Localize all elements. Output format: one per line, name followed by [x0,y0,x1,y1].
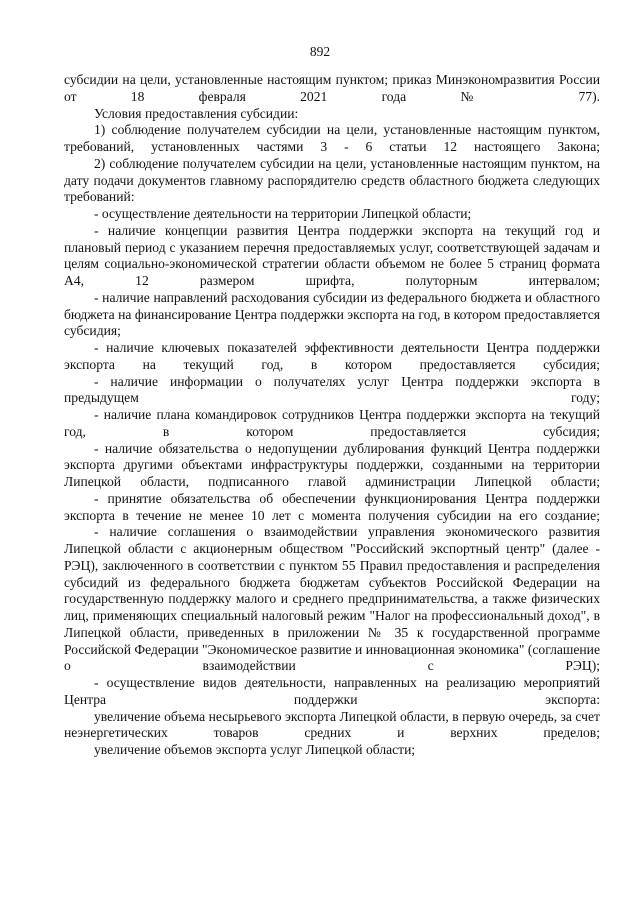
page-number: 892 [309,44,331,59]
paragraph-10: - наличие плана командировок сотрудников Центра поддержки экспорта на текущий год, в котором предоставляется субсидия; [64,407,600,439]
paragraph-8: - наличие ключевых показателей эффективности деятельности Центра поддержки экспорта на текущий год, в котором предоставляется субсидия; [64,340,600,372]
paragraph-6: - наличие концепции развития Центра поддержки экспорта на текущий год и плановый период с указанием перечня предоставляемых услуг, соответствующей задачам и целям социально-экономической стратегии области объемом не более 5 страниц формата А4, 12 размером шрифта, полуторным интервалом; [64,222,600,288]
paragraph-7: - наличие направлений расходования субсидии из федерального бюджета и областного бюджета на финансирование Центра поддержки экспорта на год, в котором предоставляется субсидия; [64,289,600,339]
paragraph-9: - наличие информации о получателях услуг Центра поддержки экспорта в предыдущем году; [64,373,600,406]
paragraph-13: - наличие соглашения о взаимодействии управления экономического развития Липецкой области с акционерным обществом "Российский экспортный центр" (далее - РЭЦ), заключенного в соответствии с пунктом 55 Правил предоставления и распределения субсидий из федерального бюджета бюджетам субъектов Российской Федерации на государственную поддержку малого и среднего предпринимательства, а также физических лиц, применяющих специальный налоговый режим "Налог на профессиональный доход", в Липецкой области, приведенных в приложении № 35 к государственной программе Российской Федерации "Экономическое развитие и инновационная экономика" (соглашение о взаимодействии с РЭЦ); [64,524,600,674]
paragraph-4: 2) соблюдение получателем субсидии на цели, установленные настоящим пунктом, на дату подачи документов главному распорядителю средств областного бюджета следующих требований: [64,155,600,205]
paragraph-15: увеличение объема несырьевого экспорта Липецкой области, в первую очередь, за счет неэнергетических товаров средних и верхних пределов; [64,708,600,741]
paragraph-16: увеличение объемов экспорта услуг Липецкой области; [94,742,416,757]
paragraph-1: субсидии на цели, установленные настоящим пунктом; приказ Минэкономразвития России от 18 февраля 2021 года № 77). [64,72,600,104]
paragraph-11: - наличие обязательства о недопущении дублирования функций Центра поддержки экспорта другими объектами инфраструктуры поддержки, созданными на территории Липецкой области, подписанного главой администрации Липецкой области; [64,440,600,489]
paragraph-5: - осуществление деятельности на территории Липецкой области; [94,206,472,221]
paragraph-12: - принятие обязательства об обеспечении функционирования Центра поддержки экспорта в течение не менее 10 лет с момента получения субсидии на его создание; [64,490,600,523]
paragraph-2: Условия предоставления субсидии: [94,105,299,121]
paragraph-3: 1) соблюдение получателем субсидии на цели, установленные настоящим пунктом, требований, установленных частями 3 - 6 статьи 12 настоящего Закона; [64,122,600,154]
paragraph-14: - осуществление видов деятельности, направленных на реализацию мероприятий Центра поддержки экспорта: [64,675,600,707]
document-body [64,72,600,759]
